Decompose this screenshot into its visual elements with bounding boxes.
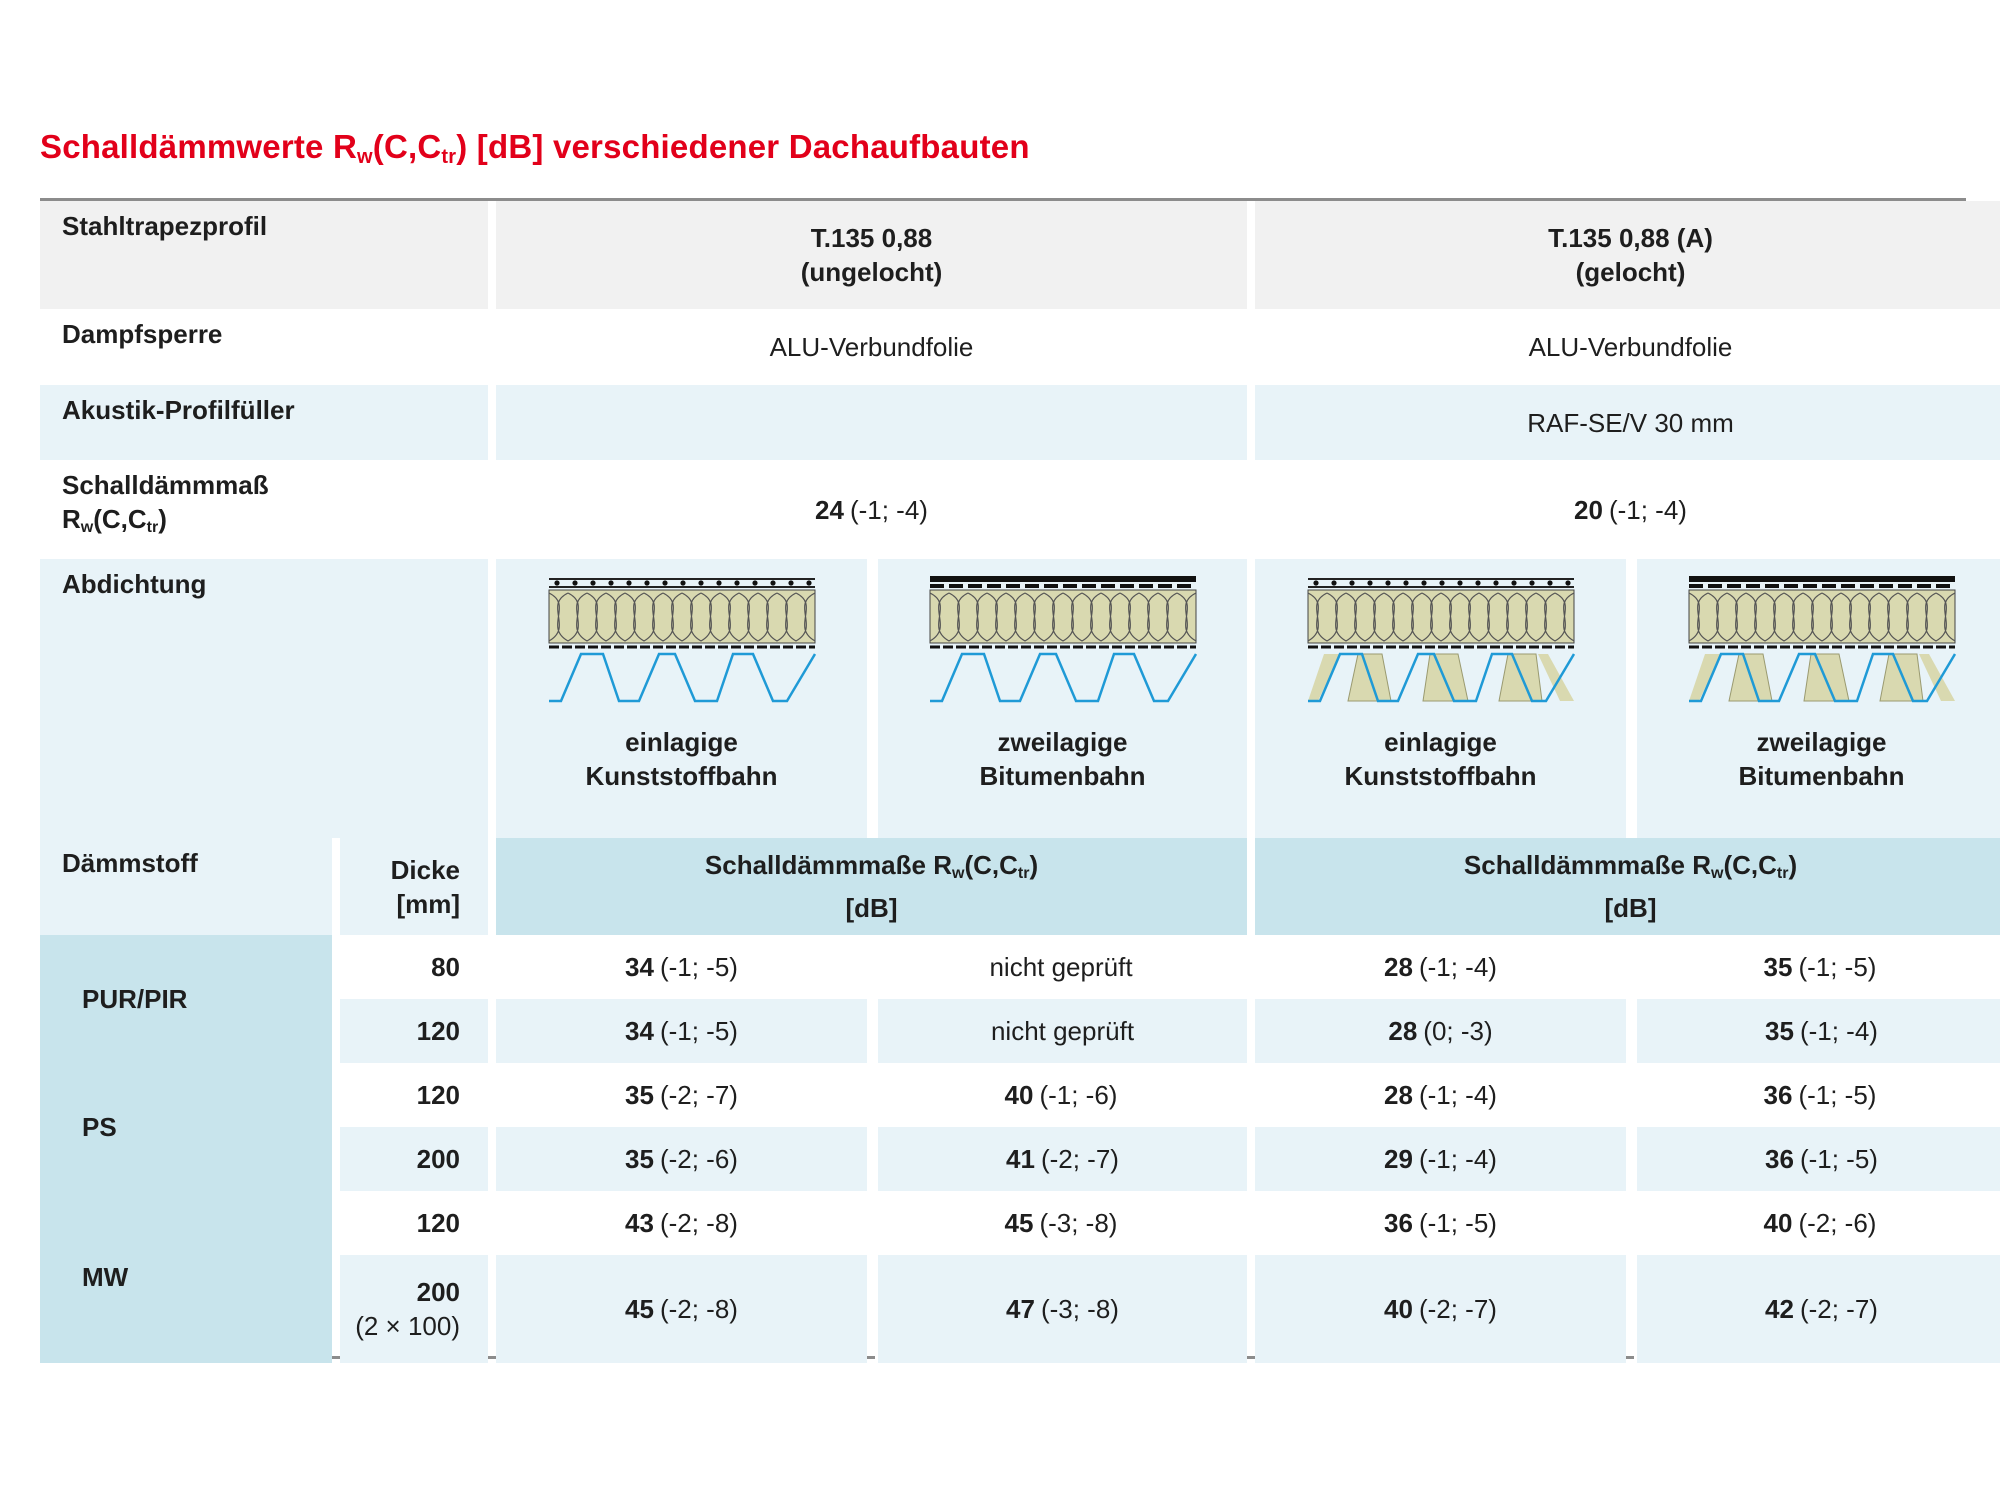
dicke-cell: 120 [340, 1063, 488, 1127]
value-cell: 43 (-2; -8) [496, 1191, 867, 1255]
value-cell: 35 (-1; -4) [1634, 999, 2000, 1063]
material-ps: PS [40, 1063, 332, 1191]
value-cell: 34 (-1; -5) [496, 999, 867, 1063]
dicke-header: Dicke [mm] [340, 838, 488, 935]
profil-col2-note: (gelocht) [1575, 257, 1686, 287]
value-cell: 35 (-2; -6) [496, 1127, 867, 1191]
value-cell: nicht geprüft [875, 935, 1247, 999]
dicke-cell: 120 [340, 1191, 488, 1255]
roof-section-bitumen-icon [928, 575, 1198, 707]
akustik-col2: RAF-SE/V 30 mm [1255, 385, 2000, 460]
page-title: Schalldämmwerte $R_w(C,C_{tr})$ [dB] verschiedener Dachaufbauten [40, 128, 1030, 168]
value-cell: 29 (-1; -4) [1255, 1127, 1626, 1191]
value-cell: 28 (0; -3) [1255, 999, 1626, 1063]
row-label-profil: Stahltrapezprofil [40, 201, 488, 309]
dampfsperre-col2: ALU-Verbundfolie [1255, 309, 2000, 385]
abdichtung-variant-4: zweilagige Bitumenbahn [1634, 559, 2000, 838]
value-cell: 35 (-1; -5) [1634, 935, 2000, 999]
dicke-cell: 200 (2 × 100) [340, 1255, 488, 1363]
value-cell: 40 (-2; -6) [1634, 1191, 2000, 1255]
value-cell: 36 (-1; -5) [1634, 1127, 2000, 1191]
material-pur-pir: PUR/PIR [40, 935, 332, 1063]
acoustic-table [40, 198, 1966, 1359]
dicke-cell: 120 [340, 999, 488, 1063]
akustik-col1 [496, 385, 1247, 460]
value-cell: 40 (-1; -6) [875, 1063, 1247, 1127]
schall-col2: 20 (-1; -4) [1255, 460, 2000, 559]
abdichtung-variant-1: einlagige Kunststoffbahn [496, 559, 867, 838]
value-cell: 45 (-2; -8) [496, 1255, 867, 1363]
schall-label-formula: $R_w(C,C_{tr})$ [62, 504, 167, 536]
value-cell: 28 (-1; -4) [1255, 1063, 1626, 1127]
abdichtung-variant-3: einlagige Kunststoffbahn [1255, 559, 1626, 838]
roof-section-kunststoff-icon [547, 575, 817, 707]
profil-col2-name: T.135 0,88 (A) [1548, 223, 1713, 253]
dampfsperre-col1: ALU-Verbundfolie [496, 309, 1247, 385]
daemmstoff-header: Dämmstoff [40, 838, 332, 935]
values-header-col2: Schalldämmmaße $R_w(C,C_{tr})$ [dB] [1255, 838, 2000, 935]
row-label-akustik: Akustik-Profilfüller [40, 385, 488, 460]
value-cell: 42 (-2; -7) [1634, 1255, 2000, 1363]
value-cell: nicht geprüft [875, 999, 1247, 1063]
profil-col2 [1255, 201, 2000, 309]
material-mw: MW [40, 1191, 332, 1363]
profil-col1 [496, 201, 1247, 309]
dicke-cell: 200 [340, 1127, 488, 1191]
value-cell: 36 (-1; -5) [1634, 1063, 2000, 1127]
value-cell: 28 (-1; -4) [1255, 935, 1626, 999]
value-cell: 34 (-1; -5) [496, 935, 867, 999]
dicke-cell: 80 [340, 935, 488, 999]
values-header-col1: Schalldämmmaße $R_w(C,C_{tr})$ [dB] [496, 838, 1247, 935]
roof-section-bitumen-filler-icon [1687, 575, 1957, 707]
schall-label-word: Schalldämmmaß [62, 470, 269, 500]
profil-col1-name: T.135 0,88 [810, 223, 933, 253]
schall-col1: 24 (-1; -4) [496, 460, 1247, 559]
row-label-schalldaemmmass [40, 460, 488, 559]
value-cell: 45 (-3; -8) [875, 1191, 1247, 1255]
value-cell: 35 (-2; -7) [496, 1063, 867, 1127]
value-cell: 36 (-1; -5) [1255, 1191, 1626, 1255]
profil-col1-note: (ungelocht) [800, 257, 943, 287]
abdichtung-variant-2: zweilagige Bitumenbahn [875, 559, 1247, 838]
value-cell: 47 (-3; -8) [875, 1255, 1247, 1363]
row-label-dampfsperre: Dampfsperre [40, 309, 488, 385]
row-label-abdichtung: Abdichtung [40, 559, 488, 838]
value-cell: 41 (-2; -7) [875, 1127, 1247, 1191]
roof-section-kunststoff-filler-icon [1306, 575, 1576, 707]
value-cell: 40 (-2; -7) [1255, 1255, 1626, 1363]
